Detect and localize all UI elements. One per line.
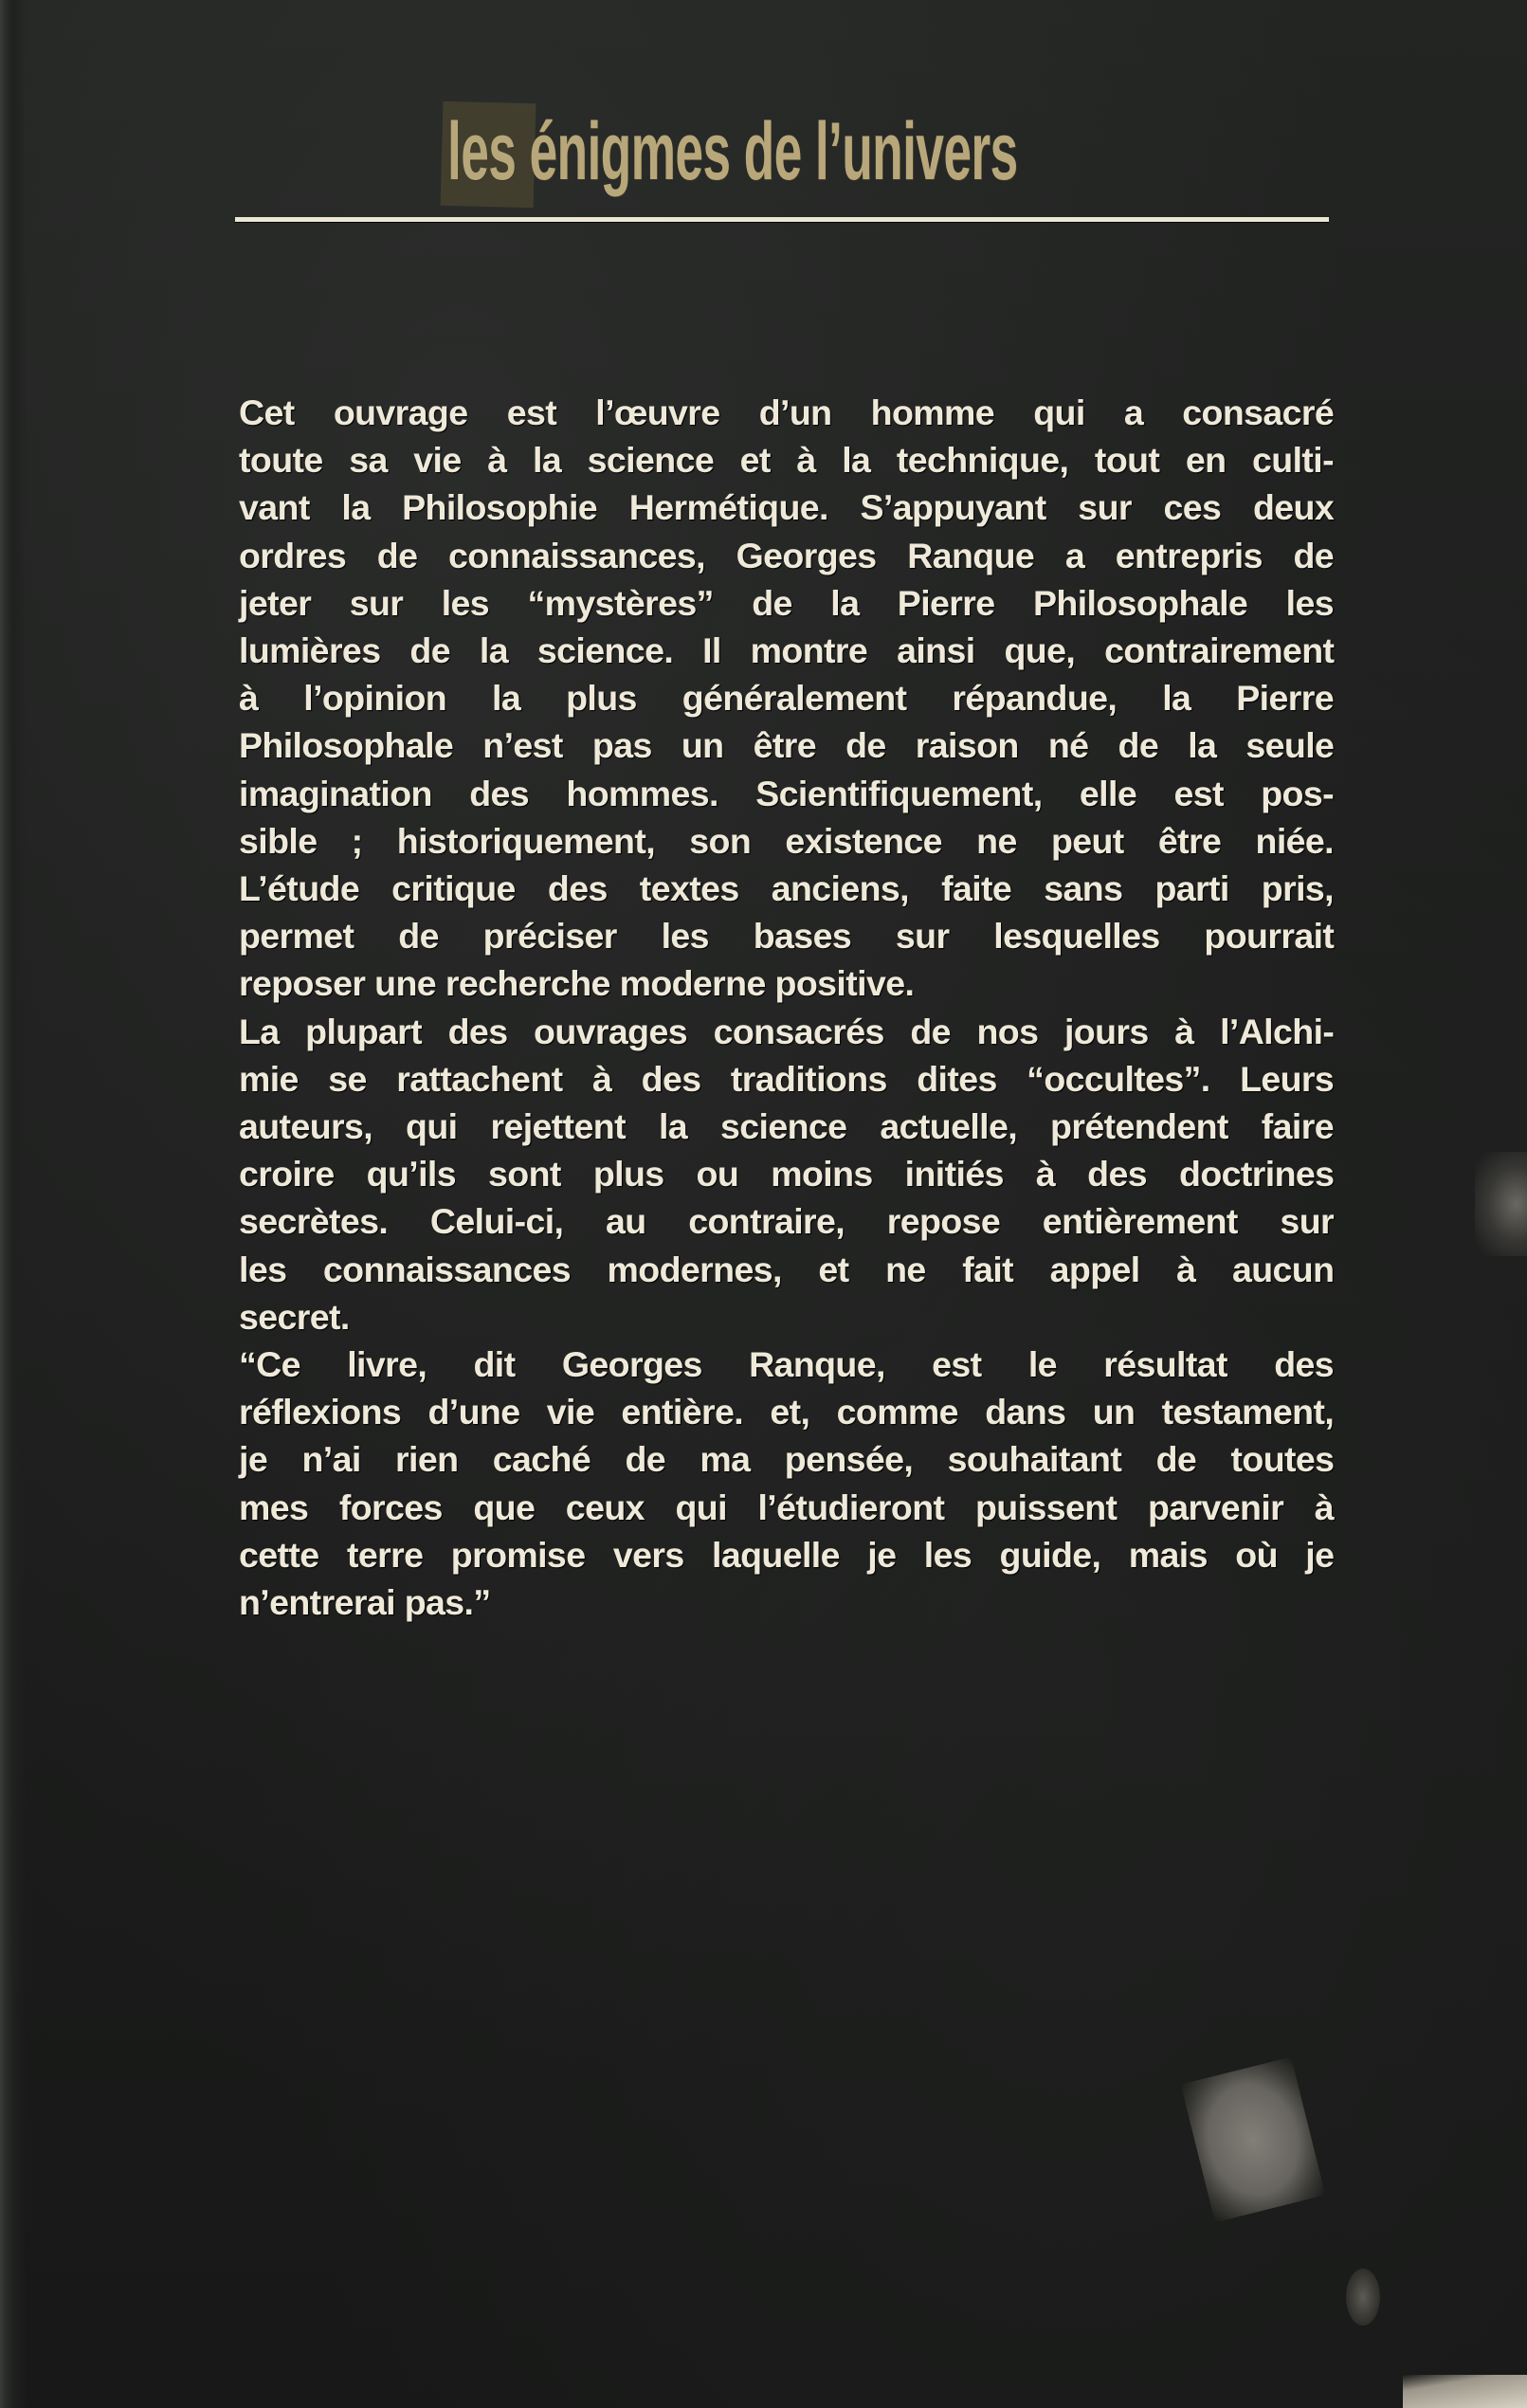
text-line: mie se rattachent à des traditions dites “occultes”. Leurs — [239, 1058, 1335, 1099]
paragraph-1 — [239, 389, 1334, 1008]
text-line: reposer une recherche moderne positive. — [239, 963, 915, 1004]
wear-mark — [1475, 1152, 1527, 1256]
paragraph-2 — [239, 1008, 1334, 1341]
text-line: imagination des hommes. Scientifiquement, elle est pos- — [239, 773, 1334, 813]
text-line: vant la Philosophie Hermétique. S’appuyant sur ces deux — [239, 487, 1335, 528]
wear-mark — [1346, 2269, 1380, 2326]
text-line: à l’opinion la plus généralement répandue, la Pierre — [239, 678, 1334, 719]
text-line: permet de préciser les bases sur lesquelles pourrait — [239, 916, 1335, 957]
text-line: toute sa vie à la science et à la technique, tout en culti- — [239, 440, 1334, 481]
series-title: les énigmes de l’univers — [447, 106, 1018, 197]
text-line: croire qu’ils sont plus ou moins initiés à des doctrines — [239, 1154, 1335, 1195]
text-line: les connaissances modernes, et ne fait appel à aucun — [239, 1249, 1335, 1289]
paragraph-3-quote — [239, 1341, 1334, 1626]
text-line: La plupart des ouvrages consacrés de nos jours à l’Alchi- — [239, 1011, 1335, 1051]
back-cover-blurb — [239, 389, 1334, 1626]
text-line: je n’ai rien caché de ma pensée, souhaitant de toutes — [239, 1439, 1335, 1480]
text-line: secret. — [239, 1296, 350, 1337]
text-line: n’entrerai pas.” — [239, 1582, 491, 1623]
text-line: sible ; historiquement, son existence ne peut être niée. — [239, 820, 1334, 861]
text-line: mes forces que ceux qui l’étudieront puissent parvenir à — [239, 1487, 1334, 1527]
text-line: lumières de la science. Il montre ainsi que, contrairement — [239, 630, 1335, 671]
text-line: cette terre promise vers laquelle je les guide, mais où je — [239, 1534, 1335, 1575]
text-line: L’étude critique des textes anciens, faite sans parti pris, — [239, 868, 1334, 909]
text-line: secrètes. Celui-ci, au contraire, repose entièrement sur — [239, 1201, 1334, 1242]
text-line: Cet ouvrage est l’œuvre d’un homme qui a consacré — [239, 392, 1335, 432]
text-line: Philosophale n’est pas un être de raison né de la seule — [239, 725, 1335, 766]
text-line: ordres de connaissances, Georges Ranque a entrepris de — [239, 535, 1335, 575]
text-line: auteurs, qui rejettent la science actuelle, prétendent faire — [239, 1106, 1334, 1147]
wear-patch — [1181, 2057, 1326, 2223]
title-rule — [235, 217, 1329, 222]
corner-wear — [1403, 2375, 1527, 2408]
spine-edge — [0, 0, 27, 2408]
text-line: réflexions d’une vie entière. et, comme dans un testament, — [239, 1392, 1335, 1432]
text-line: “Ce livre, dit Georges Ranque, est le résultat des — [239, 1344, 1335, 1385]
text-line: jeter sur les “mystères” de la Pierre Philosophale les — [239, 582, 1334, 623]
series-title-block — [442, 95, 1124, 218]
